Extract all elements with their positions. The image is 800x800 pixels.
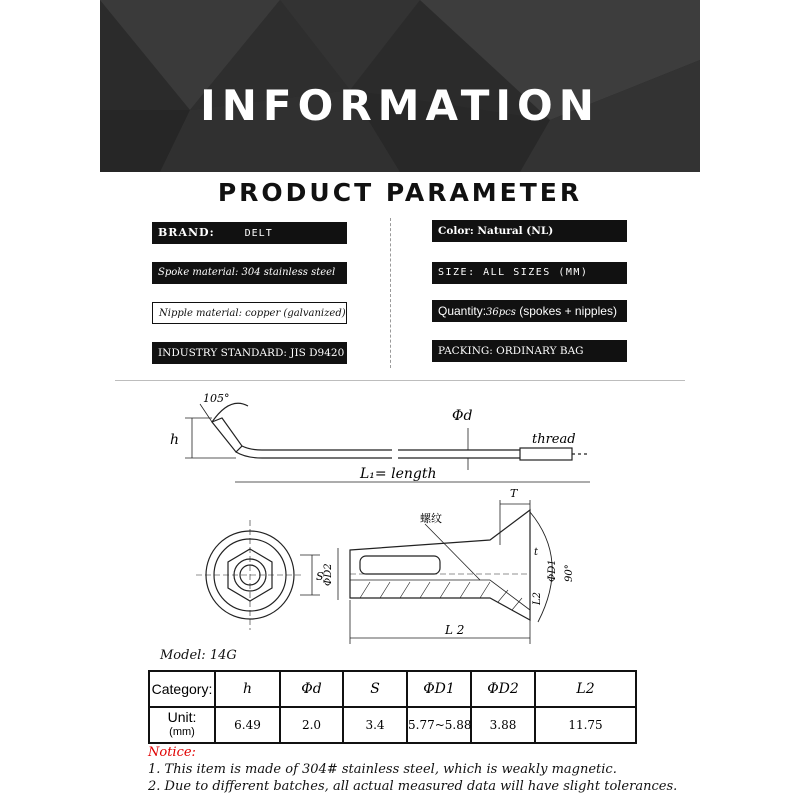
l2-side-label: L2 [532,591,543,605]
length-label: L₁= length [360,466,437,482]
header-phi-d1: ΦD1 [407,671,471,707]
info-banner [100,0,700,172]
h-label: h [170,432,180,448]
notice-line-1: 1. This item is made of 304# stainless steel, which is weakly magnetic. [148,762,617,777]
t-lower-label: t [534,547,539,558]
header-phi-d: Φd [280,671,343,707]
value-phi-d: 2.0 [280,707,343,743]
header-phi-d2: ΦD2 [471,671,535,707]
luowen-label: 螺纹 [420,512,442,525]
quantity-rest: (spokes + nipples) [515,304,617,318]
value-h: 6.49 [215,707,280,743]
l2-bottom-label: L 2 [445,623,465,637]
angle-label: 105° [203,392,230,405]
param-size: SIZE: ALL SIZES (MM) [432,262,627,284]
value-phi-d1: 5.77~5.88 [407,707,471,743]
param-nipple-material: Nipple material: copper (galvanized) [152,302,347,324]
nipple-end-view [196,520,320,630]
phi-d-label: Φd [452,408,473,424]
unit-cell [149,707,215,743]
section-title: PRODUCT PARAMETER [217,178,583,207]
value-l2: 11.75 [535,707,636,743]
value-s: 3.4 [343,707,407,743]
param-standard: INDUSTRY STANDARD: JIS D9420 [152,342,347,364]
technical-drawing [0,380,800,650]
column-divider [390,218,391,368]
banner-title: INFORMATION [200,81,600,130]
notice-title: Notice: [148,745,196,760]
brand-value: DELT [244,228,273,239]
spec-table [148,670,637,744]
model-label: Model: 14G [160,648,237,663]
param-color: Color: Natural (NL) [432,220,627,242]
unit-sub: (mm) [169,726,195,738]
param-brand [152,222,347,244]
category-cell: Category: [149,671,215,707]
unit-label: Unit: [167,709,197,725]
value-phi-d2: 3.88 [471,707,535,743]
quantity-key: Quantity: [438,304,487,318]
table-header-row [149,671,636,707]
header-l2: L2 [535,671,636,707]
phi-d2-label: ΦD2 [323,563,334,586]
phi-d1-label: ΦD1 [547,559,558,582]
notice-line-2: 2. Due to different batches, all actual measured data will have slight tolerances. [148,779,678,794]
header-h: h [215,671,280,707]
deg90-label: 90° [564,564,575,582]
quantity-num: 36pcs [486,307,516,318]
s-label: S [316,570,324,583]
brand-key: BRAND: [158,226,215,239]
t-upper-label: T [510,487,518,500]
param-packing: PACKING: ORDINARY BAG [432,340,627,362]
param-spoke-material: Spoke material: 304 stainless steel [152,262,347,284]
param-quantity [432,300,627,322]
thread-label: thread [532,432,576,447]
header-s: S [343,671,407,707]
table-row [149,707,636,743]
